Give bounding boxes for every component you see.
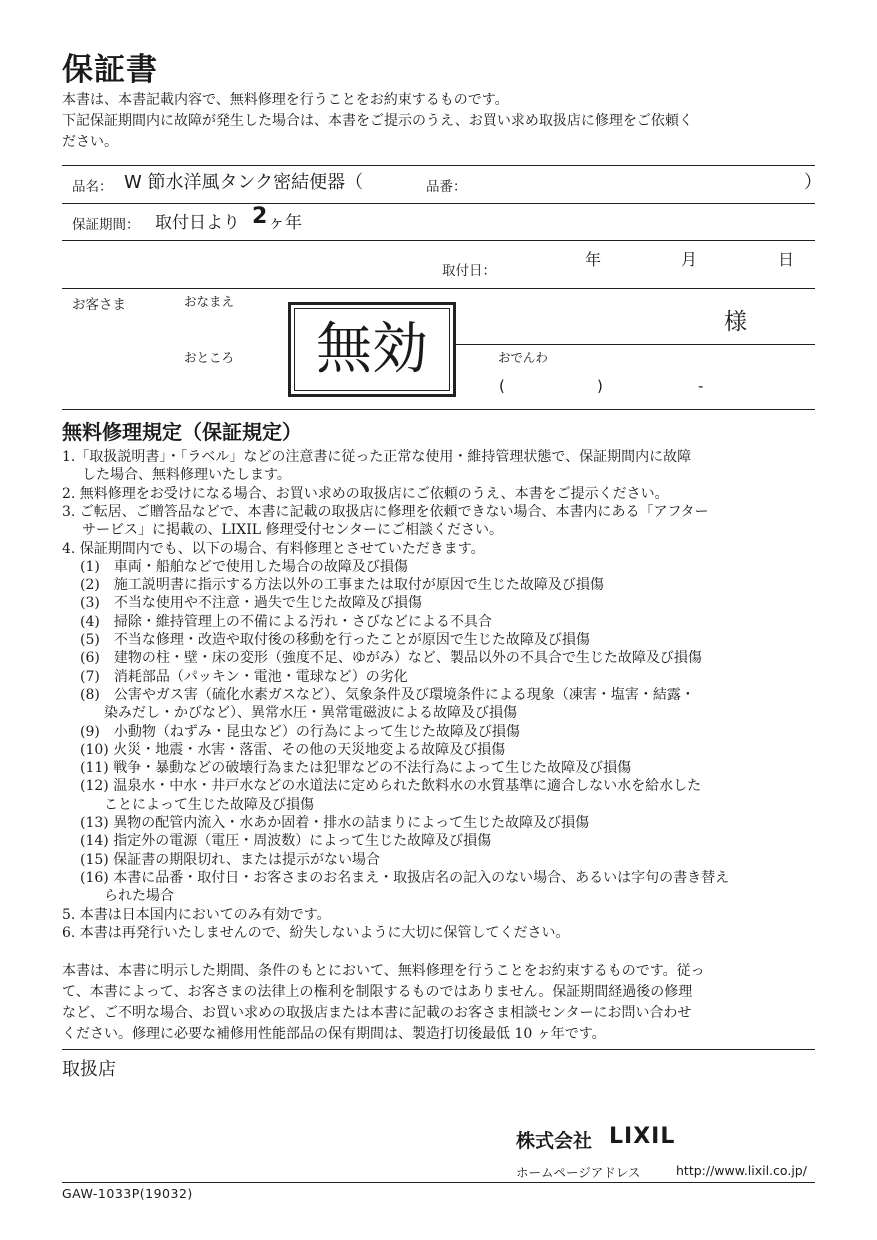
rule-line: (11) 戦争・暴動などの破壊行為または犯罪などの不法行為によって生じた故障及び損傷 [80, 760, 632, 777]
rule-line: 3. ご転居、ご贈答品などで、本書に記載の取扱店に修理を依頼できない場合、本書内にある「アフター [62, 503, 709, 520]
rule-line: (8) 公害やガス害（硫化水素ガスなど）、気象条件及び環境条件による現象（凍害・塩害・結露・ [80, 686, 695, 703]
rule-line: 1.「取扱説明書」・「ラベル」などの注意書に従った正常な使用・維持管理状態で、保証期間内に故障 [62, 449, 692, 465]
rule-line: (3) 不当な使用や不注意・過失で生じた故障及び損傷 [80, 595, 422, 612]
install-year-label: 年 [585, 250, 602, 269]
product-name: W 節水洋風タンク密結便器（ [124, 172, 364, 193]
rule-line: (7) 消耗部品（パッキン・電池・電球など）の劣化 [80, 668, 408, 685]
closing-line-4: ください。修理に必要な補修用性能部品の保有期間は、製造打切後最低 10 ヶ年です。 [62, 1026, 606, 1042]
void-stamp [288, 302, 456, 397]
closing-line-3: など、ご不明な場合、お買い求めの取扱店または本書に記載のお客さま相談センターにお問い合わせ [62, 1005, 692, 1021]
product-number-label: 品番： [426, 179, 467, 195]
homepage-url: http://www.lixil.co.jp/ [676, 1163, 807, 1178]
divider [62, 1182, 815, 1183]
rule-line: (16) 本書に品番・取付日・お客さまのお名まえ・取扱店名の記入のない場合、あるいは字句の書き替え [80, 869, 730, 886]
divider [62, 165, 815, 166]
honorific-sama: 様 [724, 309, 747, 335]
warranty-suffix: ヶ年 [268, 213, 302, 233]
company-logo: LIXIL [609, 1124, 676, 1149]
rule-line: (13) 異物の配管内流入・水あか固着・排水の詰まりによって生じた故障及び損傷 [80, 815, 590, 831]
rules-title: 無料修理規定（保証規定） [62, 420, 302, 444]
void-stamp-text: 無効 [294, 308, 450, 391]
rule-line: られた場合 [104, 888, 174, 905]
intro-line-1: 本書は、本書記載内容で、無料修理を行うことをお約束するものです。 [62, 92, 509, 108]
rule-line: (14) 指定外の電源（電圧・周波数）によって生じた故障及び損傷 [80, 833, 492, 850]
rule-line: (4) 掃除・維持管理上の不備による汚れ・さびなどによる不具合 [80, 613, 492, 630]
warranty-label: 保証期間： [72, 217, 140, 233]
rule-line: 4. 保証期間内でも、以下の場合、有料修理とさせていただきます。 [62, 540, 485, 557]
company-name-jp: 株式会社 [516, 1130, 593, 1152]
product-label: 品名： [72, 179, 113, 195]
divider [62, 240, 815, 241]
customer-phone-label: おでんわ [498, 350, 548, 365]
dealer-label: 取扱店 [62, 1059, 116, 1080]
rule-line: (15) 保証書の期限切れ、または提示がない場合 [80, 851, 381, 868]
customer-label: お客さま [72, 297, 126, 313]
rule-line: した場合、無料修理いたします。 [82, 467, 291, 484]
rule-line: 染みだし・かびなど）、異常水圧・異常電磁波による故障及び損傷 [104, 705, 517, 722]
product-close-paren: ） [804, 172, 822, 193]
customer-name-label: おなまえ [184, 294, 235, 309]
divider [456, 344, 815, 345]
phone-dash: - [698, 377, 704, 395]
rule-line: (2) 施工説明書に指示する方法以外の工事または取付が原因で生じた故障及び損傷 [80, 577, 604, 594]
divider [62, 409, 815, 410]
page-title: 保証書 [62, 52, 158, 88]
customer-address-label: おところ [184, 350, 235, 365]
rule-line: (1) 車両・船舶などで使用した場合の故障及び損傷 [80, 558, 408, 575]
warranty-prefix: 取付日より [155, 213, 240, 233]
divider [62, 1049, 815, 1050]
rule-line: ことによって生じた故障及び損傷 [104, 796, 314, 813]
rule-line: 5. 本書は日本国内においてのみ有効です。 [62, 906, 331, 923]
rule-line: (9) 小動物（ねずみ・昆虫など）の行為によって生じた故障及び損傷 [80, 723, 520, 740]
intro-line-2: 下記保証期間内に故障が発生した場合は、本書をご提示のうえ、お買い求め取扱店に修理をご依頼く [62, 113, 693, 129]
intro-line-3: ださい。 [62, 134, 118, 150]
phone-close-paren: ) [597, 377, 603, 395]
rule-line: (5) 不当な修理・改造や取付後の移動を行ったことが原因で生じた故障及び損傷 [80, 632, 590, 648]
rule-line: (10) 火災・地震・水害・落雷、その他の天災地変よる故障及び損傷 [80, 741, 506, 758]
rule-line: サービス」に掲載の、LIXIL 修理受付センターにご相談ください。 [82, 522, 503, 539]
phone-open-paren: ( [499, 377, 505, 395]
homepage-label: ホームページアドレス [516, 1165, 641, 1180]
install-date-label: 取付日： [442, 263, 496, 279]
rule-line: (12) 温泉水・中水・井戸水などの水道法に定められた飲料水の水質基準に適合しない水を給水した [80, 778, 702, 795]
rule-line: 6. 本書は再発行いたしませんので、紛失しないように大切に保管してください。 [62, 924, 570, 941]
install-day-label: 日 [778, 250, 795, 269]
divider [62, 288, 815, 289]
divider [62, 203, 815, 204]
rule-line: (6) 建物の柱・壁・床の変形（強度不足、ゆがみ）など、製品以外の不具合で生じた故障及び損傷 [80, 650, 702, 667]
document-code: GAW-1033P(19032) [62, 1186, 193, 1201]
rule-line: 2. 無料修理をお受けになる場合、お買い求めの取扱店にご依頼のうえ、本書をご提示ください。 [62, 485, 669, 502]
install-month-label: 月 [681, 250, 698, 269]
closing-line-1: 本書は、本書に明示した期間、条件のもとにおいて、無料修理を行うことをお約束するものです。従っ [62, 963, 705, 979]
closing-line-2: て、本書によって、お客さまの法律上の権利を制限するものではありません。保証期間経過後の修理 [62, 984, 693, 1000]
warranty-years: 2 [252, 204, 268, 229]
